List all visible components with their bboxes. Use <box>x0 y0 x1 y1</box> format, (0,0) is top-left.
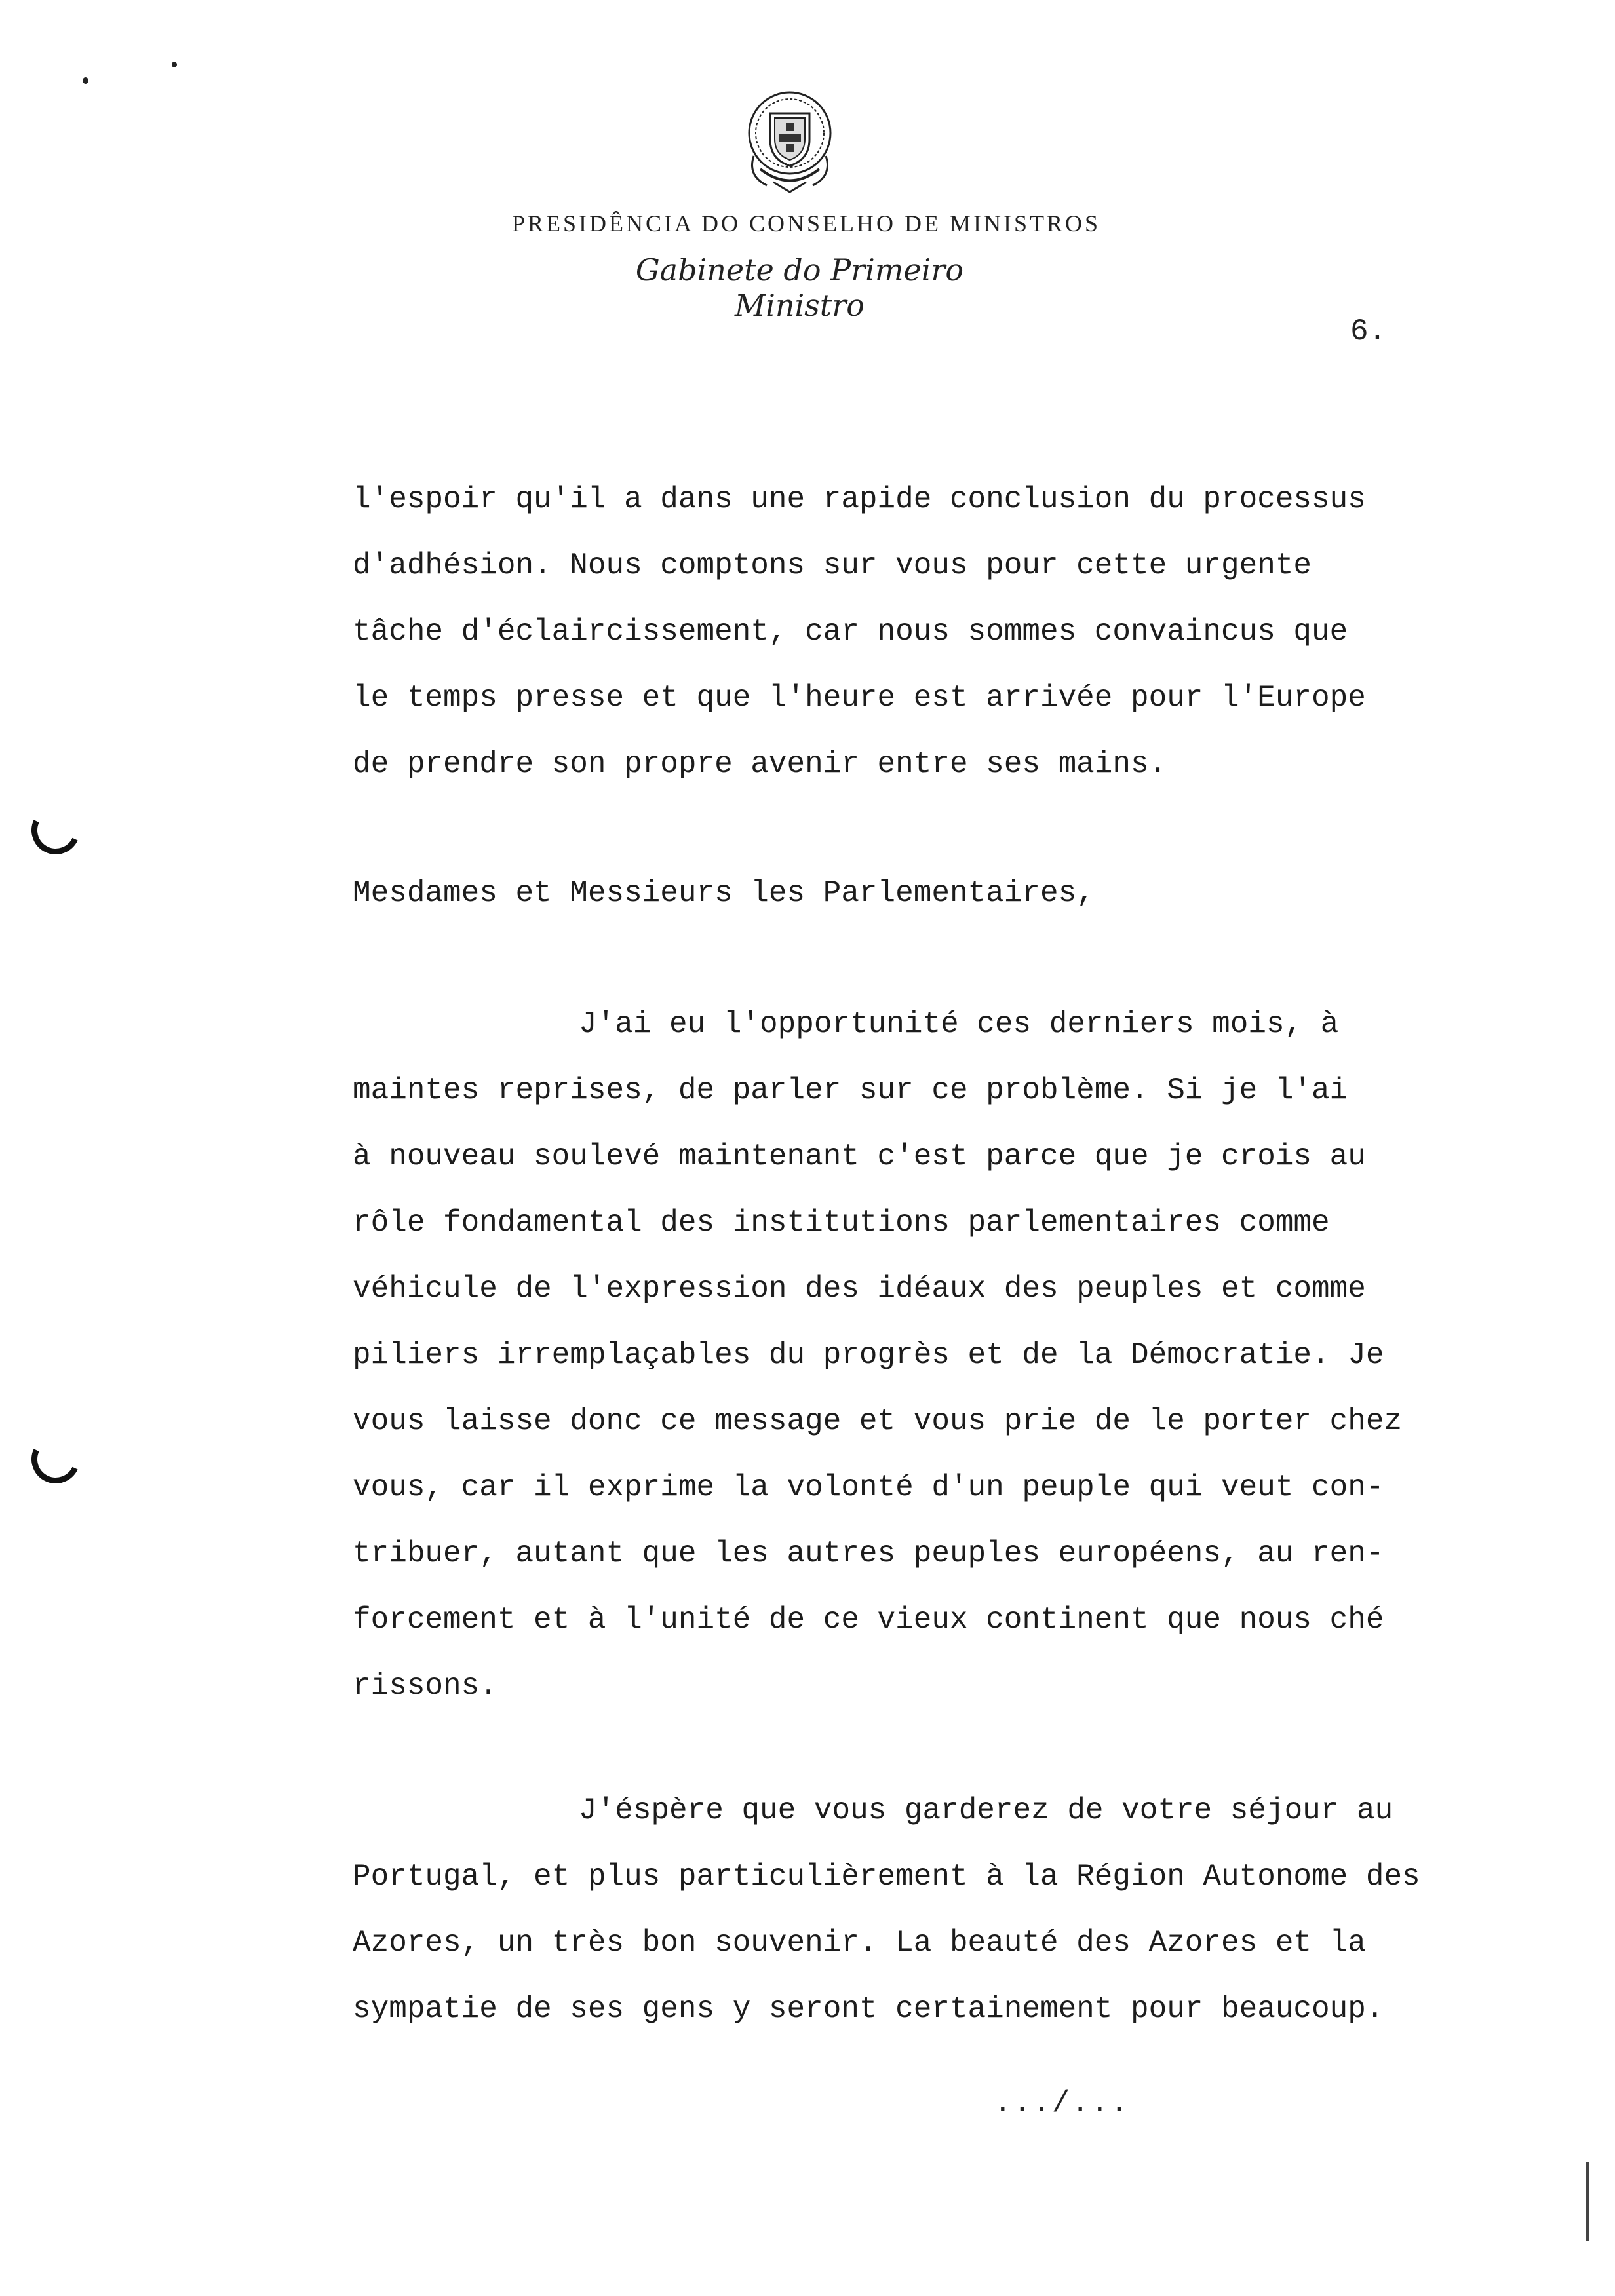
text-line: forcement et à l'unité de ce vieux continent que nous ché <box>353 1603 1384 1637</box>
text-line: vous, car il exprime la volonté d'un peuple qui veut con- <box>353 1470 1384 1504</box>
paragraph-1 <box>353 467 1480 797</box>
text-line: J'éspère que vous garderez de votre séjour au <box>579 1793 1393 1827</box>
scan-speck <box>172 62 177 67</box>
text-line: tribuer, autant que les autres peuples européens, au ren- <box>353 1537 1384 1571</box>
paragraph-3 <box>353 1778 1480 2042</box>
text-line: J'ai eu l'opportunité ces derniers mois, à <box>579 1007 1339 1041</box>
text-line: véhicule de l'expression des idéaux des peuples et comme <box>353 1272 1366 1306</box>
text-line: rôle fondamental des institutions parlementaires comme <box>353 1206 1330 1240</box>
salutation <box>353 860 1480 927</box>
coat-of-arms-emblem <box>728 77 852 202</box>
text-line: piliers irremplaçables du progrès et de la Démocratie. Je <box>353 1338 1384 1372</box>
punch-hole-mark <box>25 799 87 862</box>
text-line: Portugal, et plus particulièrement à la Région Autonome des <box>353 1860 1420 1894</box>
salutation-text: Mesdames et Messieurs les Parlementaires, <box>353 876 1095 910</box>
text-line: à nouveau soulevé maintenant c'est parce que je crois au <box>353 1139 1366 1174</box>
text-line: l'espoir qu'il a dans une rapide conclusion du processus <box>353 482 1366 516</box>
scan-speck <box>83 77 88 84</box>
scan-edge-mark <box>1586 2162 1589 2241</box>
text-line: maintes reprises, de parler sur ce problème. Si je l'ai <box>353 1073 1348 1107</box>
text-line: vous laisse donc ce message et vous prie de le porter chez <box>353 1404 1403 1438</box>
cabinet-subtitle: Gabinete do Primeiro Ministro <box>635 252 964 323</box>
text-line: sympatie de ses gens y seront certainement pour beaucoup. <box>353 1992 1384 2026</box>
continuation-marker: .../... <box>994 2086 1130 2120</box>
text-line: d'adhésion. Nous comptons sur vous pour cette urgente <box>353 548 1312 583</box>
paragraph-2 <box>353 991 1480 1719</box>
page-number: 6. <box>1350 315 1387 349</box>
text-line: rissons. <box>353 1669 497 1703</box>
text-line: le temps presse et que l'heure est arrivée pour l'Europe <box>353 681 1366 715</box>
text-line: Azores, un très bon souvenir. La beauté des Azores et la <box>353 1926 1366 1960</box>
ministry-header-title: PRESIDÊNCIA DO CONSELHO DE MINISTROS <box>511 210 1101 237</box>
text-line: tâche d'éclaircissement, car nous sommes convaincus que <box>353 615 1348 649</box>
punch-hole-mark <box>25 1428 87 1491</box>
text-line: de prendre son propre avenir entre ses mains. <box>353 747 1167 781</box>
